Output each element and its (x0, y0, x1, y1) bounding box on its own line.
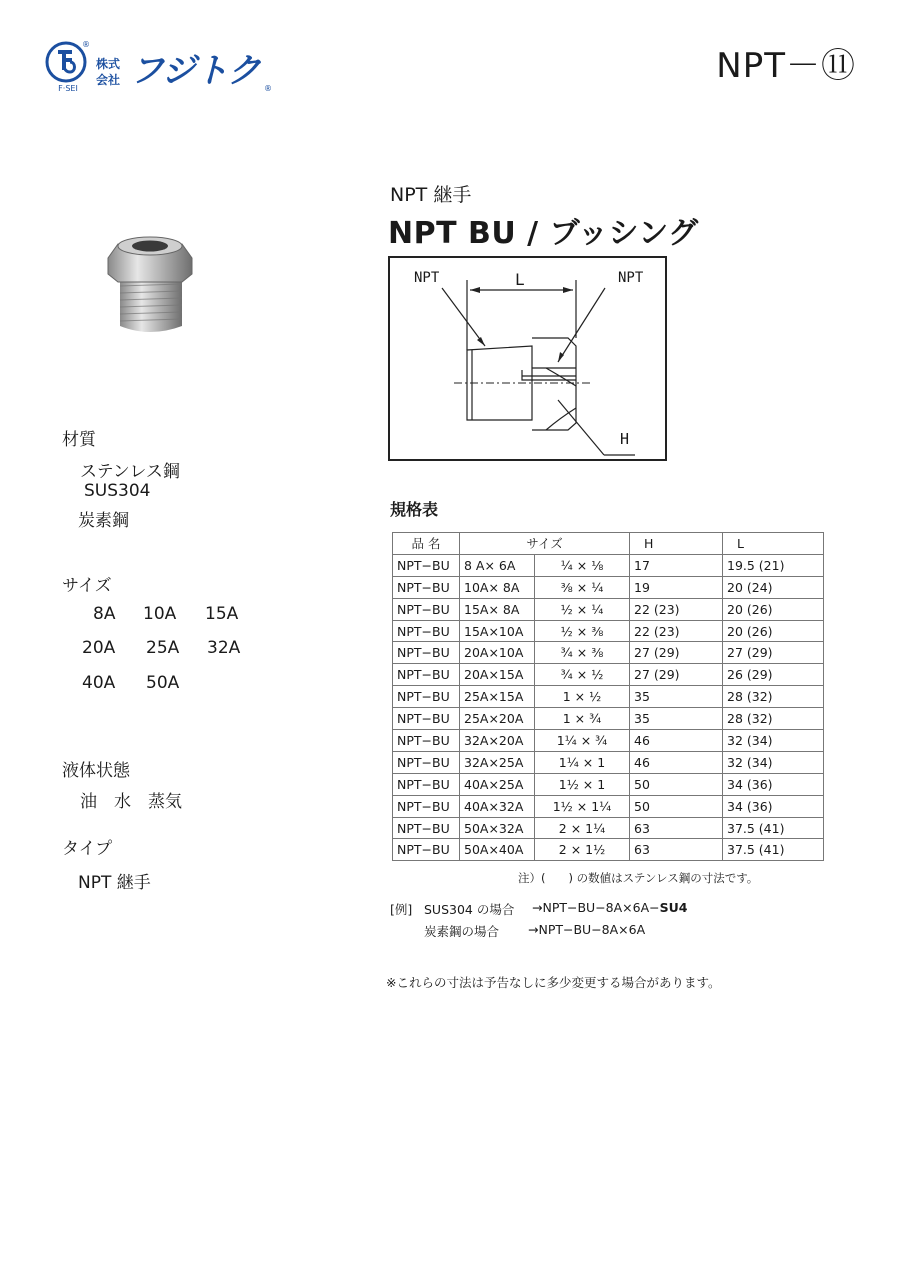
table-cell: 37.5 (41) (723, 817, 824, 839)
table-row (393, 795, 824, 817)
table-row (393, 817, 824, 839)
table-row (393, 620, 824, 642)
table-cell: 20A×15A (460, 664, 535, 686)
footer-note: ※これらの寸法は予告なしに多少変更する場合があります。 (386, 975, 721, 990)
table-cell: 26 (29) (723, 664, 824, 686)
example-code-2: →NPT−BU−8A×6A (528, 922, 646, 937)
table-cell: 8 A× 6A (460, 554, 535, 576)
table-cell: 19 (630, 576, 723, 598)
size-item: 20A (82, 638, 116, 658)
table-cell: 46 (630, 751, 723, 773)
example-desc-1: SUS304 の場合 (424, 902, 515, 917)
table-cell: NPT−BU (393, 839, 460, 861)
table-cell: 32A×20A (460, 730, 535, 752)
company-logo (44, 40, 284, 100)
material-item: ステンレス鋼 (80, 462, 180, 482)
table-cell: 35 (630, 708, 723, 730)
registered-mark: ® (82, 40, 90, 49)
table-cell: 1½ × 1 (535, 773, 630, 795)
table-cell: 37.5 (41) (723, 839, 824, 861)
size-item: 15A (205, 604, 239, 624)
table-cell: 46 (630, 730, 723, 752)
table-cell: NPT−BU (393, 751, 460, 773)
table-row (393, 773, 824, 795)
table-cell: 27 (29) (723, 642, 824, 664)
fluid-values: 油 水 蒸気 (80, 792, 182, 812)
table-cell: 1½ × 1¼ (535, 795, 630, 817)
table-cell: 50 (630, 795, 723, 817)
table-cell: 50A×40A (460, 839, 535, 861)
table-cell: 20A×10A (460, 642, 535, 664)
table-cell: 1¼ × ¾ (535, 730, 630, 752)
material-heading: 材質 (62, 430, 96, 450)
size-item: 25A (146, 638, 180, 658)
table-cell: 20 (26) (723, 598, 824, 620)
table-cell: NPT−BU (393, 817, 460, 839)
table-cell: 63 (630, 817, 723, 839)
table-row (393, 730, 824, 752)
table-cell: 50 (630, 773, 723, 795)
table-cell: 22 (23) (630, 620, 723, 642)
company-prefix-2: 会社 (96, 73, 121, 87)
registered-mark: ® (264, 84, 272, 93)
example-code-1-suffix: SU4 (659, 900, 688, 915)
table-cell: 34 (36) (723, 795, 824, 817)
table-cell: 2 × 1¼ (535, 817, 630, 839)
material-item: SUS304 (84, 481, 151, 501)
table-cell: 40A×32A (460, 795, 535, 817)
table-cell: NPT−BU (393, 708, 460, 730)
size-item: 50A (146, 673, 180, 693)
table-cell: ½ × ⅜ (535, 620, 630, 642)
table-cell: NPT−BU (393, 686, 460, 708)
table-cell: 28 (32) (723, 708, 824, 730)
table-row (393, 576, 824, 598)
table-cell: 25A×15A (460, 686, 535, 708)
material-item: 炭素鋼 (78, 511, 129, 531)
product-title: NPT BU / ブッシング (388, 216, 699, 251)
dimension-diagram (388, 256, 667, 461)
table-cell: 17 (630, 554, 723, 576)
type-heading: タイプ (62, 839, 113, 859)
h-dimension-label: H (620, 430, 630, 448)
table-cell: 27 (29) (630, 664, 723, 686)
table-cell: 32 (34) (723, 751, 824, 773)
table-note: 注）( ) の数値はステンレス鋼の寸法です。 (518, 871, 759, 885)
table-cell: 1 × ½ (535, 686, 630, 708)
table-cell: 15A× 8A (460, 598, 535, 620)
table-cell: 40A×25A (460, 773, 535, 795)
example-label: [例] (390, 902, 413, 917)
npt-left-label: NPT (414, 270, 440, 286)
logo-small-text: F·SEI (58, 84, 78, 93)
table-cell: NPT−BU (393, 554, 460, 576)
table-cell: NPT−BU (393, 576, 460, 598)
spec-table (392, 532, 824, 861)
column-header: サイズ (460, 533, 630, 555)
table-cell: 15A×10A (460, 620, 535, 642)
fluid-heading: 液体状態 (62, 761, 130, 781)
table-cell: 20 (24) (723, 576, 824, 598)
table-cell: 63 (630, 839, 723, 861)
table-row (393, 642, 824, 664)
product-photo (100, 230, 200, 340)
l-dimension-label: L (515, 270, 525, 289)
size-item: 32A (207, 638, 241, 658)
table-cell: 32 (34) (723, 730, 824, 752)
type-value: NPT 継手 (78, 873, 151, 893)
size-item: 10A (143, 604, 177, 624)
table-heading: 規格表 (390, 500, 439, 519)
product-subtitle: NPT 継手 (390, 184, 472, 206)
npt-right-label: NPT (618, 270, 644, 286)
table-row (393, 751, 824, 773)
example-code-1 (532, 900, 687, 915)
page-code: NPT－⑪ (716, 46, 856, 86)
table-cell: 1 × ¾ (535, 708, 630, 730)
table-cell: NPT−BU (393, 795, 460, 817)
table-cell: 20 (26) (723, 620, 824, 642)
example-code-1-text: →NPT−BU−8A×6A− (532, 900, 660, 915)
table-cell: 19.5 (21) (723, 554, 824, 576)
table-cell: 22 (23) (630, 598, 723, 620)
table-row (393, 598, 824, 620)
column-header: L (723, 533, 824, 555)
table-cell: ½ × ¼ (535, 598, 630, 620)
size-heading: サイズ (62, 576, 112, 596)
table-row (393, 664, 824, 686)
table-cell: ¼ × ⅛ (535, 554, 630, 576)
table-cell: NPT−BU (393, 773, 460, 795)
size-item: 40A (82, 673, 116, 693)
table-header-row (393, 533, 824, 555)
table-cell: 27 (29) (630, 642, 723, 664)
table-row (393, 708, 824, 730)
table-cell: ¾ × ⅜ (535, 642, 630, 664)
table-cell: 2 × 1½ (535, 839, 630, 861)
table-cell: 34 (36) (723, 773, 824, 795)
table-cell: 1¼ × 1 (535, 751, 630, 773)
column-header: H (630, 533, 723, 555)
table-cell: 50A×32A (460, 817, 535, 839)
column-header: 品 名 (393, 533, 460, 555)
table-cell: NPT−BU (393, 598, 460, 620)
example-desc-2: 炭素鋼の場合 (424, 924, 500, 939)
table-cell: 28 (32) (723, 686, 824, 708)
table-cell: NPT−BU (393, 664, 460, 686)
table-row (393, 686, 824, 708)
size-item: 8A (93, 604, 116, 624)
table-cell: NPT−BU (393, 620, 460, 642)
table-cell: 10A× 8A (460, 576, 535, 598)
table-cell: NPT−BU (393, 642, 460, 664)
table-cell: ⅜ × ¼ (535, 576, 630, 598)
table-row (393, 839, 824, 861)
table-cell: 32A×25A (460, 751, 535, 773)
table-cell: 25A×20A (460, 708, 535, 730)
table-row (393, 554, 824, 576)
table-cell: 35 (630, 686, 723, 708)
table-cell: NPT−BU (393, 730, 460, 752)
table-cell: ¾ × ½ (535, 664, 630, 686)
brand-name: フジトク (130, 51, 260, 91)
company-prefix-1: 株式 (96, 57, 121, 71)
